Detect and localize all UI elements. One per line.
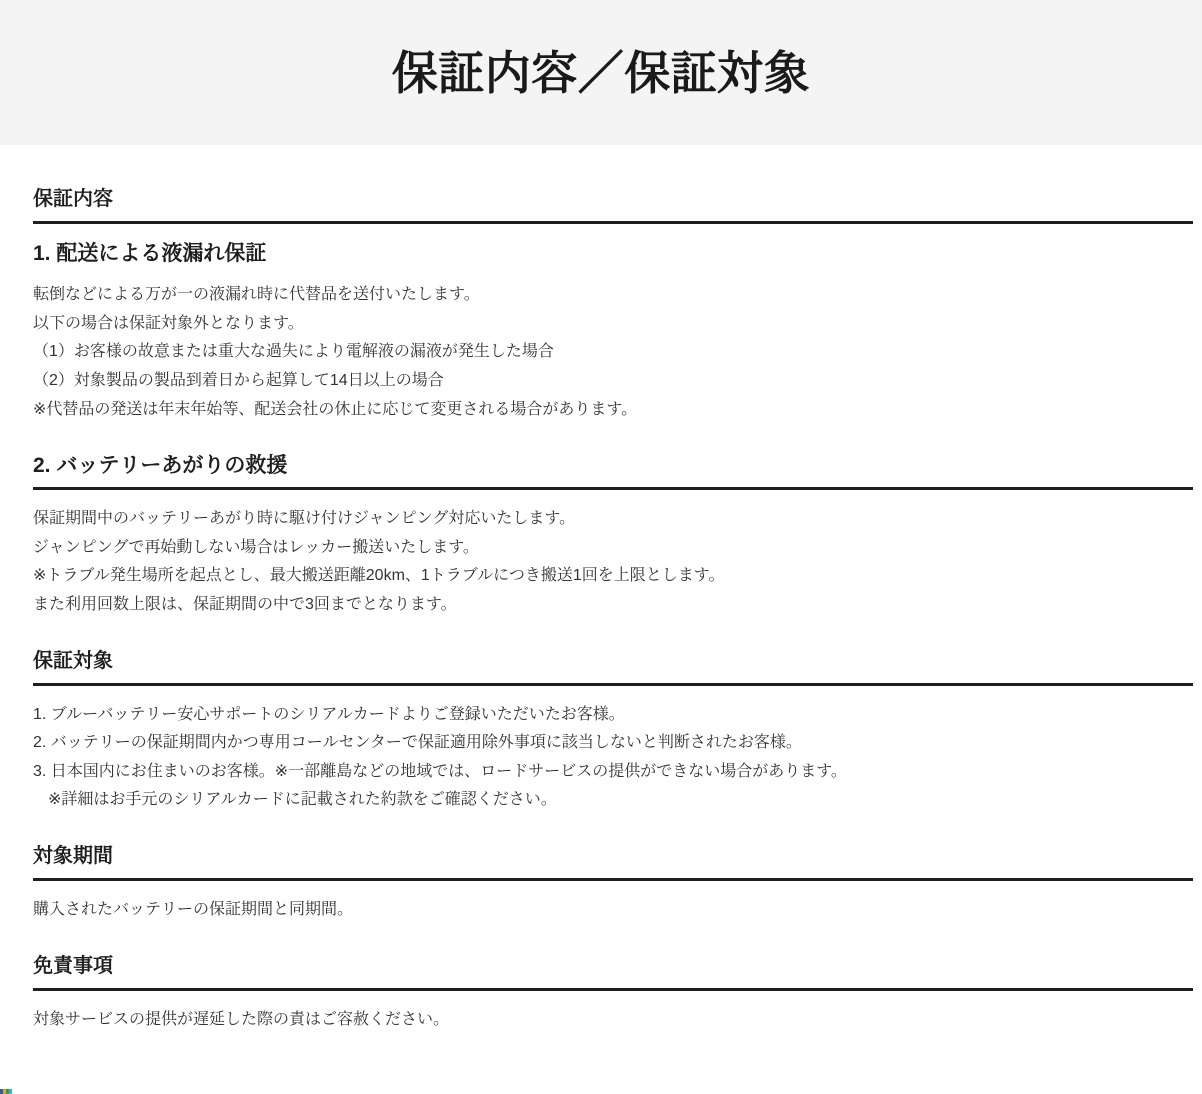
text-line: 転倒などによる万が一の液漏れ時に代替品を送付いたします。 — [33, 286, 480, 304]
section-heading-target-period: 対象期間 — [33, 845, 1193, 881]
text-line: ジャンピングで再始動しない場合はレッカー搬送いたします。 — [33, 538, 479, 556]
list-item: 3. 日本国内にお住まいのお客様。※一部離島などの地域では、ロードサービスの提供ができない場合があります。 — [33, 762, 847, 780]
text-line: 購入されたバッテリーの保証期間と同期間。 — [33, 901, 354, 918]
paragraph-target-period — [33, 896, 1193, 925]
text-line: ※トラブル発生場所を起点とし、最大搬送距離20km、1トラブルにつき搬送1回を上限とします。 — [33, 567, 725, 585]
text-line: 以下の場合は保証対象外となります。 — [33, 314, 304, 332]
artifact-color-chip — [9, 1089, 12, 1094]
content-area — [0, 145, 1202, 1054]
cutoff-logo-artifact — [0, 1089, 12, 1094]
page-header — [0, 0, 1202, 145]
text-line: （2）対象製品の製品到着日から起算して14日以上の場合 — [33, 371, 444, 389]
list-item-note: ※詳細はお手元のシリアルカードに記載された約款をご確認ください。 — [48, 791, 557, 809]
paragraph-disclaimer — [33, 1006, 1193, 1035]
section-heading-warranty-target: 保証対象 — [33, 650, 1193, 686]
paragraph-leak-warranty — [33, 281, 1193, 424]
section-heading-disclaimer: 免責事項 — [33, 955, 1193, 991]
subsection-heading-battery-rescue: 2. バッテリーあがりの救援 — [33, 454, 1193, 490]
text-line: ※代替品の発送は年末年始等、配送会社の休止に応じて変更される場合があります。 — [33, 400, 638, 418]
list-item: 1. ブルーバッテリー安心サポートのシリアルカードよりご登録いただいたお客様。 — [33, 705, 625, 723]
list-item: 2. バッテリーの保証期間内かつ専用コールセンターで保証適用除外事項に該当しないと判断されたお客様。 — [33, 734, 802, 752]
page-title: 保証内容／保証対象 — [391, 46, 811, 99]
paragraph-battery-rescue — [33, 505, 1193, 619]
section-heading-warranty-content: 保証内容 — [33, 188, 1193, 224]
text-line: 保証期間中のバッテリーあがり時に駆け付けジャンピング対応いたします。 — [33, 510, 576, 528]
subsection-heading-leak-warranty: 1. 配送による液漏れ保証 — [33, 242, 267, 265]
text-line: 対象サービスの提供が遅延した際の責はご容赦ください。 — [33, 1010, 450, 1028]
list-warranty-target — [33, 701, 1193, 815]
text-line: また利用回数上限は、保証期間の中で3回までとなります。 — [33, 596, 457, 614]
text-line: （1）お客様の故意または重大な過失により電解液の漏液が発生した場合 — [33, 343, 554, 361]
